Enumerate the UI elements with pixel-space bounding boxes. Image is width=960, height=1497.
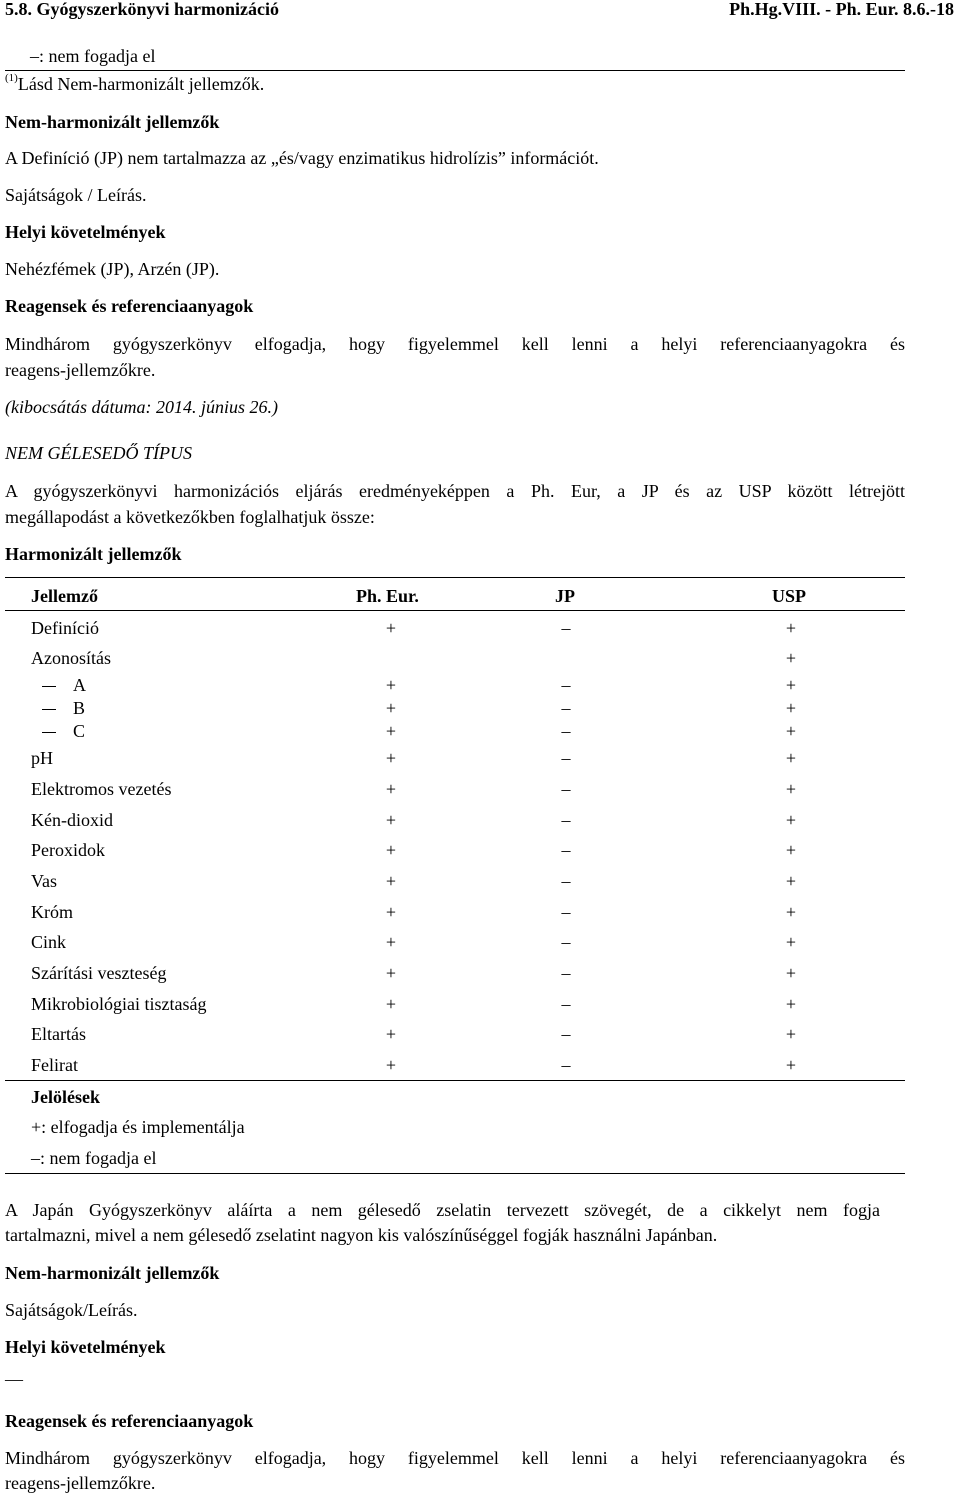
sub-item-dash <box>42 709 56 710</box>
reagents-heading-1: Reagensek és referenciaanyagok <box>5 296 254 316</box>
row-label: Vas <box>31 871 57 891</box>
intro-text-a: A gyógyszerkönyvi harmonizációs eljárás eredményeképpen a Ph. Eur, a JP és az USP között létrejött <box>5 481 905 501</box>
col-header-jellemzo: Jellemző <box>31 586 98 606</box>
row-label <box>73 698 85 719</box>
running-header-left: 5.8. Gyógyszerkönyvi harmonizáció <box>5 0 279 19</box>
reagents-text-1a: Mindhárom gyógyszerkönyv elfogadja, hogy figyelemmel kell lenni a helyi referenciaanyagokra és <box>5 334 905 354</box>
row-label <box>73 721 85 742</box>
col-header-jp: JP <box>555 586 575 606</box>
cell-jp: – <box>561 840 571 860</box>
reagents-text-2b: reagens-jellemzőkre. <box>5 1473 156 1493</box>
cell-usp: + <box>785 1055 797 1075</box>
cell-pheur: + <box>385 618 397 638</box>
cell-usp: + <box>785 994 797 1014</box>
cell-usp: + <box>785 748 797 768</box>
cell-jp: – <box>561 675 571 695</box>
cell-usp: + <box>785 963 797 983</box>
cell-jp: – <box>561 698 571 718</box>
cell-pheur: + <box>385 871 397 891</box>
cell-usp: + <box>785 721 797 741</box>
cell-jp: – <box>561 902 571 922</box>
running-header-right: Ph.Hg.VIII. - Ph. Eur. 8.6.-18 <box>729 0 954 19</box>
cell-jp: – <box>561 779 571 799</box>
nonharm-heading-2: Nem-harmonizált jellemzők <box>5 1263 220 1283</box>
cell-jp: – <box>561 618 571 638</box>
intro-text-b: megállapodást a következőkben foglalhatjuk össze: <box>5 507 375 527</box>
nonharm-heading-1: Nem-harmonizált jellemzők <box>5 112 220 132</box>
cell-jp: – <box>561 932 571 952</box>
col-header-pheur: Ph. Eur. <box>356 586 419 606</box>
cell-pheur: + <box>385 932 397 952</box>
legend-bottom-rule <box>5 1173 905 1174</box>
row-label-text: C <box>73 721 86 741</box>
sub-item-dash <box>42 686 56 687</box>
reagents-text-2a: Mindhárom gyógyszerkönyv elfogadja, hogy figyelemmel kell lenni a helyi referenciaanyagokra és <box>5 1448 905 1468</box>
row-label: Cink <box>31 932 67 952</box>
table-end-rule <box>5 1080 905 1081</box>
local-req-dash: — <box>5 1369 23 1389</box>
cell-pheur: + <box>385 675 397 695</box>
harmonized-heading: Harmonizált jellemzők <box>5 544 182 564</box>
cell-jp: – <box>561 810 571 830</box>
row-label: Felirat <box>31 1055 78 1075</box>
row-label: Elektromos vezetés <box>31 779 172 799</box>
cell-pheur: + <box>385 963 397 983</box>
cell-jp: – <box>561 1024 571 1044</box>
cell-jp: – <box>561 721 571 741</box>
cell-pheur: + <box>385 994 397 1014</box>
issue-date: (kibocsátás dátuma: 2014. június 26.) <box>5 397 278 417</box>
local-req-heading-1: Helyi követelmények <box>5 222 166 242</box>
col-header-usp: USP <box>772 586 807 606</box>
legend-yes: +: elfogadja és implementálja <box>31 1117 245 1137</box>
cell-pheur: + <box>385 810 397 830</box>
cell-usp: + <box>785 698 797 718</box>
cell-usp: + <box>785 840 797 860</box>
cell-jp: – <box>561 1055 571 1075</box>
jp-note-b: tartalmazni, mivel a nem gélesedő zselatint nagyon kis valószínűséggel fogják használni Japánban. <box>5 1225 718 1245</box>
row-label <box>73 675 86 696</box>
section-title-non-gelling: NEM GÉLESEDŐ TÍPUS <box>5 443 192 463</box>
cell-usp: + <box>785 932 797 952</box>
cell-usp: + <box>785 648 797 668</box>
cell-usp: + <box>785 810 797 830</box>
row-label-text: B <box>73 698 86 718</box>
reagents-text-1b: reagens-jellemzőkre. <box>5 360 156 380</box>
table-bottom-rule-top <box>5 70 905 71</box>
properties-text-1: Sajátságok / Leírás. <box>5 185 147 205</box>
cell-usp: + <box>785 1024 797 1044</box>
row-label: Mikrobiológiai tisztaság <box>31 994 207 1014</box>
cell-jp: – <box>561 748 571 768</box>
legend-no: –: nem fogadja el <box>31 1148 157 1168</box>
footnote-text: Lásd Nem-harmonizált jellemzők. <box>17 74 265 94</box>
local-req-heading-2: Helyi követelmények <box>5 1337 166 1357</box>
table-top-rule <box>5 577 905 578</box>
cell-pheur: + <box>385 902 397 922</box>
row-label: Szárítási veszteség <box>31 963 167 983</box>
cell-pheur: + <box>385 1024 397 1044</box>
row-label: Kén-dioxid <box>31 810 113 830</box>
header-rule <box>5 610 905 611</box>
footnote <box>5 74 264 95</box>
sub-item-dash <box>42 732 56 733</box>
row-label: Azonosítás <box>31 648 111 668</box>
cell-pheur: + <box>385 698 397 718</box>
cell-pheur: + <box>385 721 397 741</box>
cell-jp: – <box>561 871 571 891</box>
cell-usp: + <box>785 902 797 922</box>
cell-usp: + <box>785 675 797 695</box>
footnote-mark: (1) <box>5 72 18 84</box>
legend-heading: Jelölések <box>31 1087 100 1107</box>
cell-pheur: + <box>385 840 397 860</box>
row-label-text: A <box>73 675 86 695</box>
cell-jp: – <box>561 963 571 983</box>
cell-pheur: + <box>385 748 397 768</box>
nonharm-text-1: A Definíció (JP) nem tartalmazza az „és/vagy enzimatikus hidrolízis” információt. <box>5 148 599 168</box>
row-label: Króm <box>31 902 73 922</box>
properties-text-2: Sajátságok/Leírás. <box>5 1300 138 1320</box>
row-label: Eltartás <box>31 1024 86 1044</box>
cell-jp: – <box>561 994 571 1014</box>
cell-usp: + <box>785 779 797 799</box>
reagents-heading-2: Reagensek és referenciaanyagok <box>5 1411 254 1431</box>
cell-pheur: + <box>385 779 397 799</box>
jp-note-a: A Japán Gyógyszerkönyv aláírta a nem gélesedő zselatin tervezett szövegét, de a cikkelyt nem fogja <box>5 1200 880 1220</box>
row-label: Definíció <box>31 618 99 638</box>
row-label: Peroxidok <box>31 840 105 860</box>
cell-usp: + <box>785 871 797 891</box>
cell-usp: + <box>785 618 797 638</box>
row-label: pH <box>31 748 53 768</box>
cell-pheur: + <box>385 1055 397 1075</box>
legend-no-top: –: nem fogadja el <box>30 46 156 66</box>
local-req-text-1: Nehézfémek (JP), Arzén (JP). <box>5 259 220 279</box>
